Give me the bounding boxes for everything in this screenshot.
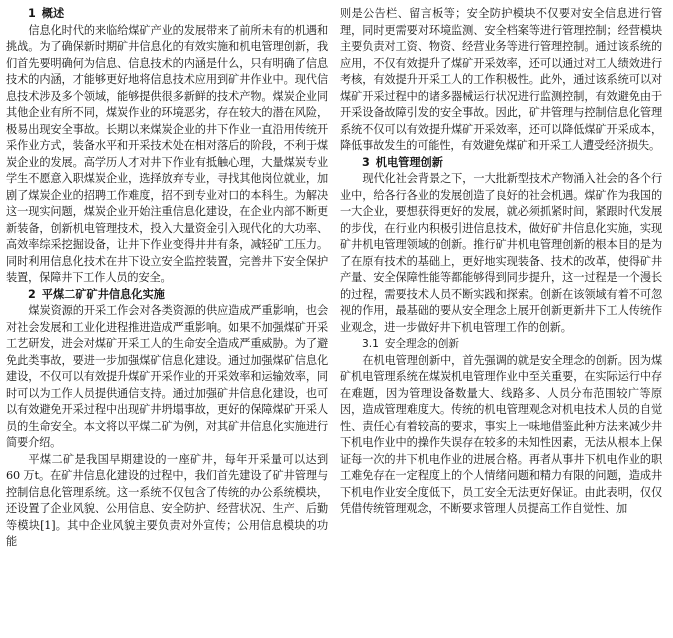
right-column	[340, 6, 662, 518]
section-1-heading	[6, 6, 328, 23]
section-3-1-number: 3.1	[362, 338, 379, 350]
section-2-paragraph-1: 煤炭资源的开采工作会对各类资源的供应造成严重影响，也会对社会发展和工业化进程推进造成严重影响。如果不加强煤矿开采工艺研发，进会对煤矿开采工人的生命安全造成严重威胁。为了避免此类事故，要进一步加强煤矿信息化建设。通过加强煤矿信息化建设，不仅可以有效提升煤矿开采作业的开采效率和运输效率，同时可以为工作人员提供通信支持。通过加强矿井信息化建设，也可以有效避免开采过程中出现矿井坍塌事故，更好的保障煤矿开采人员的生命安全。本文将以平煤二矿为例，对其矿井信息化实施进行简要介绍。	[6, 304, 328, 449]
section-1-number: 1	[28, 7, 36, 20]
section-3-1-title: 安全理念的创新	[384, 338, 460, 350]
section-3-heading	[340, 155, 662, 172]
section-3-1-heading	[340, 336, 662, 353]
section-1-title: 概述	[41, 7, 65, 20]
section-2-heading	[6, 287, 328, 304]
section-1-paragraph: 信息化时代的来临给煤矿产业的发展带来了前所未有的机遇和挑战。为了确保新时期矿井信息化的有效实施和机电管理创新，我们首先要明确何为信息、信息技术的内涵是什么，只有明确了信息技术的内涵，才能够更好地将信息技术应用到矿井作业中。现代信息技术涉及多个领域，能够提供很多新鲜的技术产物。煤炭企业同其他企业有所不同，煤炭作业的环境恶劣，存在较大的潜在风险，极易出现安全事故。长期以来煤炭企业的井下作业一直沿用传统开采作业方式，装备水平和开采技术处在相对落后的阶段，不利于煤炭企业的发展。高学历人才对井下作业有抵触心理，大量煤炭专业学生不愿意入职煤炭企业，选择放弃专业，寻找其他岗位就业，加剧了煤炭企业的招聘工作难度，招不到专业对口的本科生。为解决这一现实问题，煤炭企业开始注重信息化建设，在企业内部不断更新装备，创新机电管理技术，投入大量资金引入现代化的大功率、高效率综采挖掘设备，让井下作业变得井井有条，减轻矿工压力。同时利用信息化技术在井下设立安全监控装置，完善井下安全保护装置，保障井下工作人员的安全。	[6, 23, 328, 284]
left-column	[6, 6, 328, 551]
section-3-1-paragraph: 在机电管理创新中，首先强调的就是安全理念的创新。因为煤矿机电管理系统在煤炭机电管理作业中至关重要，在实际运行中存在难题，因为管理设备数量大、线路多、人员分布范围较广等原因，造成管理难度大。传统的机电管理观念对机电技术人员的自觉性、责任心有着较高的要求，事实上一味地借鉴此种方法来减少井下机电作业中的操作失误存在较多的未知性因素，无法从根本上保证每一次的井下机电作业的进展合格。再者从事井下机电作业的职工难免存在一定程度上的个人情绪问题和精力有限的问题，造成井下机电作业安全度低下，员工安全无法更好保证。由此表明，仅仅凭借传统管理观念，不断要求管理人员提高工作自觉性、加	[340, 353, 662, 515]
section-2-title: 平煤二矿矿井信息化实施	[41, 287, 165, 301]
section-3-title: 机电管理创新	[375, 155, 443, 169]
section-2-paragraph-2: 平煤二矿是我国早期建设的一座矿井，每年开采量可以达到60 万t。在矿井信息化建设的过程中，我们首先建设了矿井管理与控制信息化管理系统。这一系统不仅包含了传统的办公系统模块，还设置了企业风貌、公用信息、安全防护、经营状况、生产、后勤等模块[1]。其中企业风貌主要负责对外宣传；公用信息模块的功能	[6, 452, 328, 548]
section-3-paragraph: 现代化社会背景之下，一大批新型技术产物涌入社会的各个行业中，给各行各业的发展创造了良好的社会机遇。煤矿作为我国的一大企业，要想获得更好的发展，就必须抓紧时间，紧跟时代发展的步伐，在行业内积极引进信息技术，做好矿井信息化实施，实现矿井机电管理领域的创新。推行矿井机电管理创新的根本目的是为了在原有技术的基础上，更好地实现装备、技术的改革，使得矿井产量、安全保障性能等都能够得到同步提升，这一过程是一个漫长的过程，需要技术人员不断实践和探索。创新在该领域有着不可忽视的作用，最基础的要从安全理念上展开创新更新井下工人传统作业观念，进一步做好井下机电管理工作的创新。	[340, 172, 662, 334]
section-3-number: 3	[362, 155, 370, 169]
section-2-continued-paragraph: 则是公告栏、留言板等；安全防护模块不仅要对安全信息进行管理，同时更需要对环境监测、安全档案等进行管理控制；经营模块主要负责对工资、物资、经营业务等进行管理控制。通过该系统的应用，不仅有效提升了煤矿开采效率，还可以通过对工人绩效进行考核，有效提升开采工人的工作积极性。此外，通过该系统可以对煤矿开采过程中的诸多器械运行状况进行监测控制，有效避免由于开采设备故障引发的安全事故。因此，矿井管理与控制信息化管理系统不仅可以有效提升煤矿开采效率，还可以降低煤矿开采成本，降低事故发生的可能性，有效避免煤矿和开采工人遭受经济损失。	[340, 7, 662, 152]
section-2-number: 2	[28, 287, 36, 301]
